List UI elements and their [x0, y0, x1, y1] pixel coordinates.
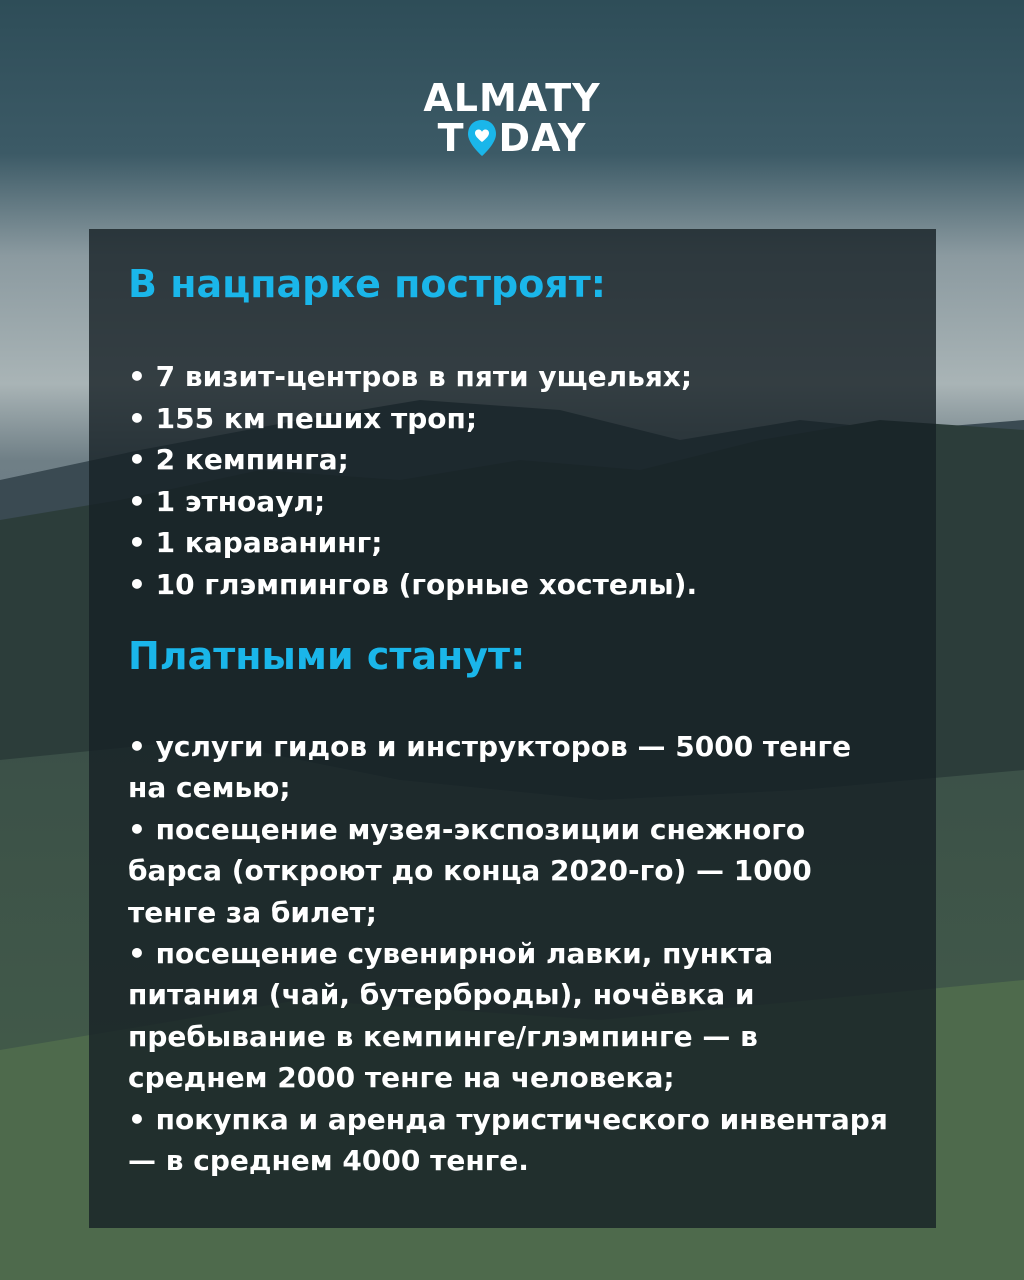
- construction-list: [128, 356, 888, 605]
- list-item: • покупка и аренда туристического инвентаря — в среднем 4000 тенге.: [128, 1099, 888, 1182]
- logo-letter-t: T: [437, 116, 465, 160]
- list-item: • 155 км пеших троп;: [128, 398, 888, 440]
- list-item: • 1 караванинг;: [128, 522, 888, 564]
- list-item: • 7 визит-центров в пяти ущельях;: [128, 356, 888, 398]
- list-item: • посещение музея-экспозиции снежного барса (откроют до конца 2020-го) — 1000 тенге за билет;: [128, 809, 888, 933]
- section-heading-paid-services: Платными станут:: [128, 634, 526, 678]
- list-item: • 10 глэмпингов (горные хостелы).: [128, 564, 888, 606]
- list-item: • услуги гидов и инструкторов — 5000 тенге на семью;: [128, 726, 888, 809]
- logo-line-1: ALMATY: [423, 76, 601, 120]
- section-heading-construction: В нацпарке построят:: [128, 262, 606, 306]
- list-item: • 1 этноаул;: [128, 481, 888, 523]
- list-item: • 2 кемпинга;: [128, 439, 888, 481]
- almaty-today-logo: [0, 78, 1024, 158]
- logo-letters-day: DAY: [498, 116, 587, 160]
- list-item: • посещение сувенирной лавки, пункта питания (чай, бутерброды), ночёвка и пребывание в кемпинге/глэмпинге — в среднем 2000 тенге на человека;: [128, 933, 888, 1099]
- paid-services-list: [128, 726, 888, 1181]
- map-pin-heart-icon: [466, 118, 498, 158]
- logo-line-2: [438, 118, 587, 158]
